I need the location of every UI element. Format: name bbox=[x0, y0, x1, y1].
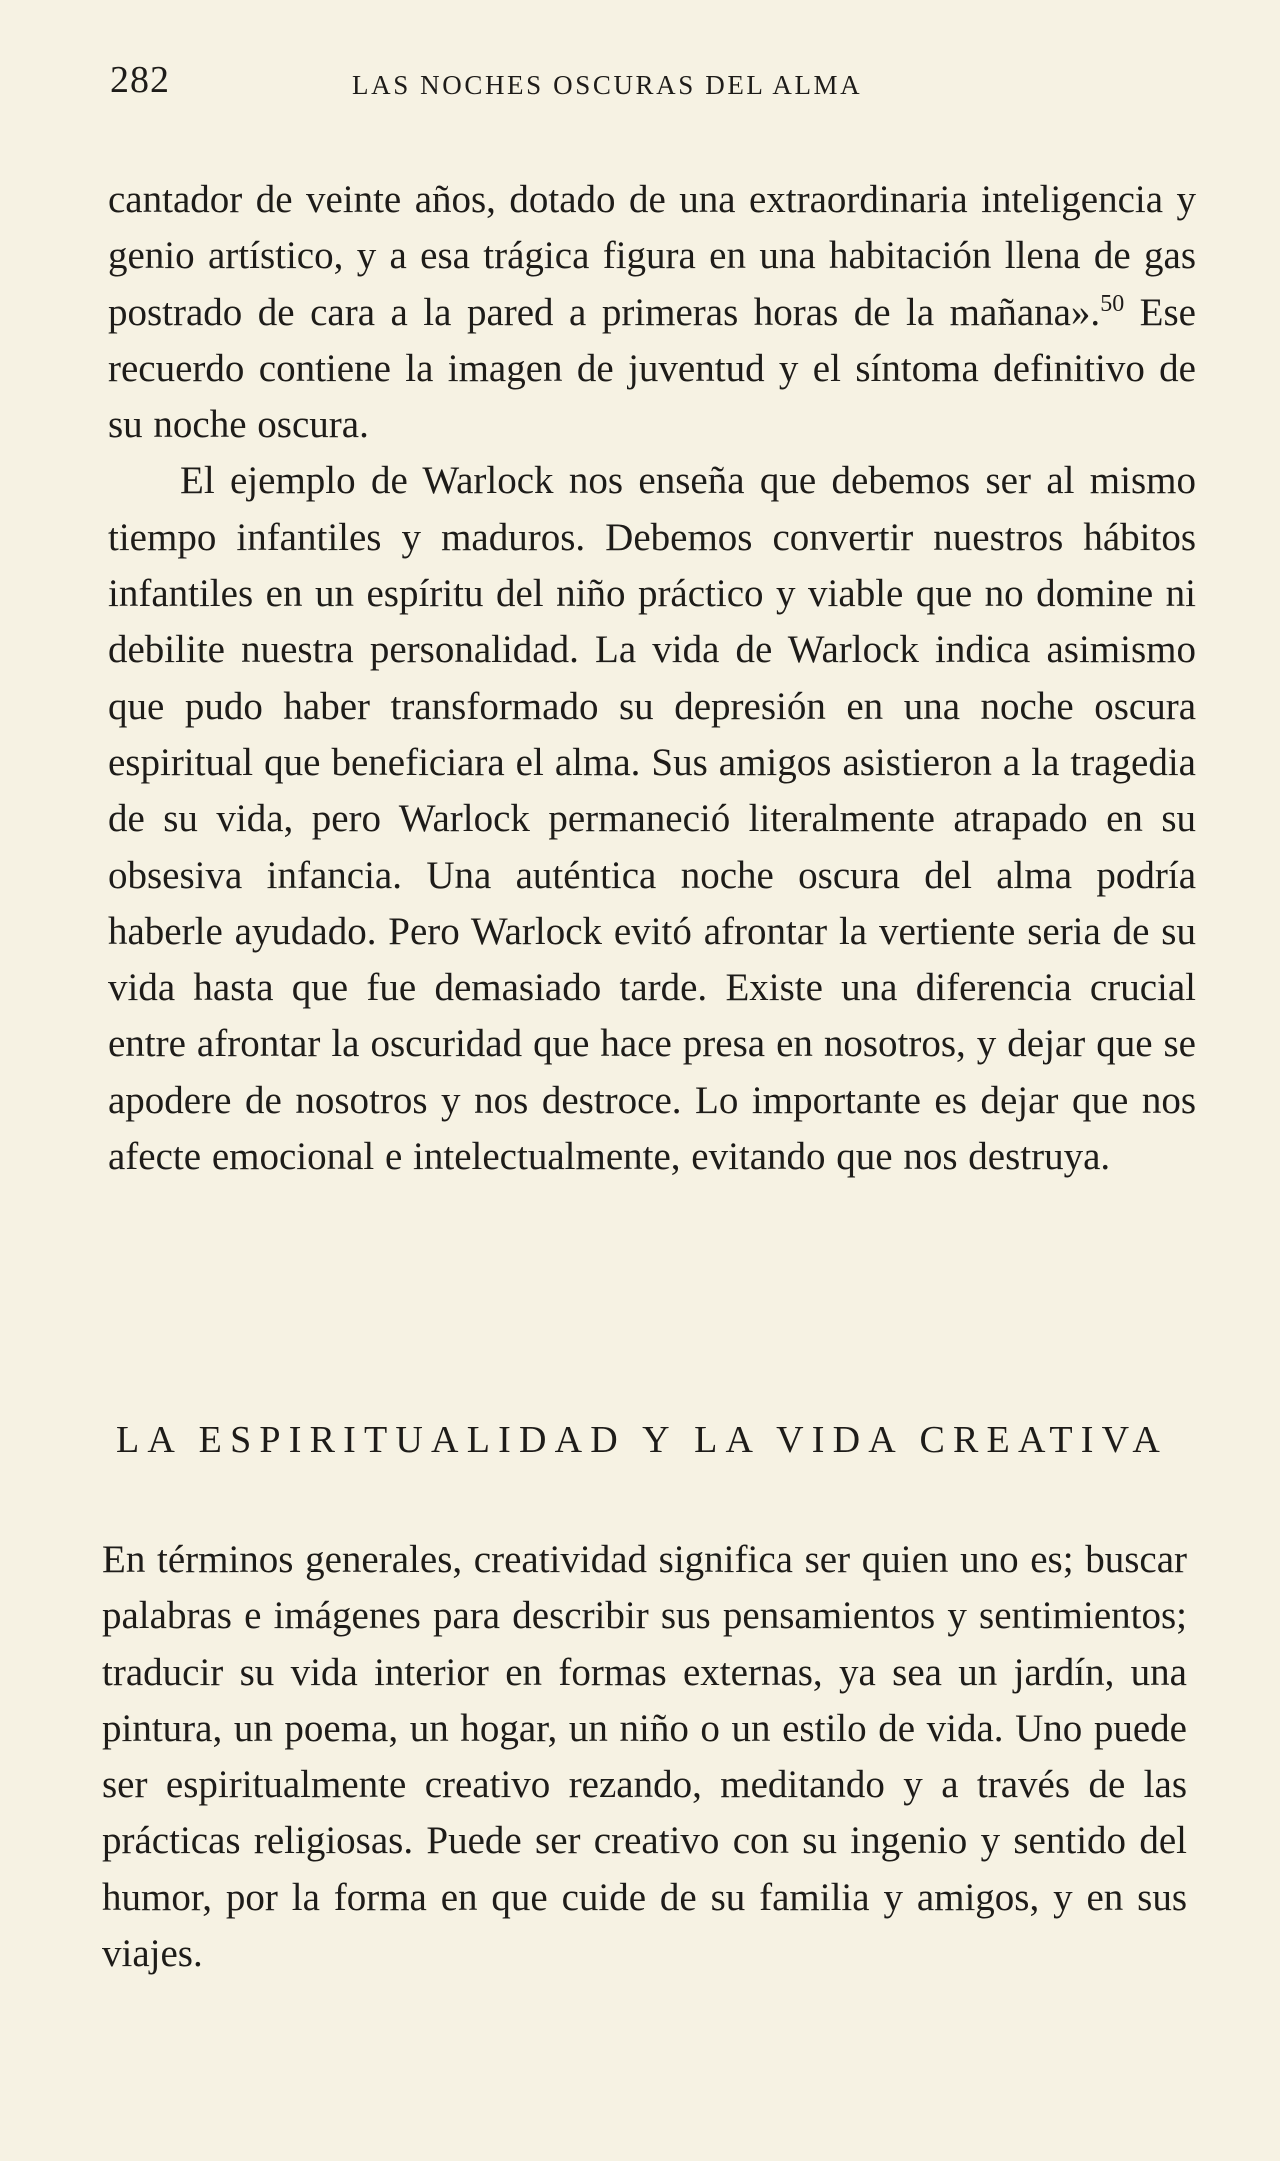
footnote-reference: 50 bbox=[1100, 290, 1125, 317]
continuation-paragraph bbox=[108, 172, 1196, 453]
continuation-text: cantador de veinte años, dotado de una extraordinaria inteligencia y genio artístico, y a esa trágica figura en una habitación llena de gas postrado de cara a la pared a primeras horas de la mañana». bbox=[108, 178, 1196, 334]
paragraph-creativity: En términos generales, creatividad significa ser quien uno es; buscar palabras e imágenes para describir sus pensamientos y sentimientos; traducir su vida interior en formas externas, ya sea un jardín, una pintura, un poema, un hogar, un niño o un estilo de vida. Uno puede ser espiritualmente creativo rezando, meditando y a través de las prácticas religiosas. Puede ser creativo con su ingenio y sentido del humor, por la forma en que cuide de su familia y amigos, y en sus viajes. bbox=[102, 1538, 1187, 1976]
page-number: 282 bbox=[110, 59, 170, 101]
section-heading: LA ESPIRITUALIDAD Y LA VIDA CREATIVA bbox=[116, 1419, 1169, 1461]
body-text bbox=[108, 172, 1196, 1185]
paragraph-warlock: El ejemplo de Warlock nos enseña que debemos ser al mismo tiempo infantiles y maduros. Debemos convertir nuestros hábitos infantiles en un espíritu del niño práctico y viable que no domine ni debilite nuestra personalidad. La vida de Warlock indica asimismo que pudo haber transformado su depresión en una noche oscura espiritual que beneficiara el alma. Sus amigos asistieron a la tragedia de su vida, pero Warlock permaneció literalmente atrapado en su obsesiva infancia. Una auténtica noche oscura del alma podría haberle ayudado. Pero Warlock evitó afrontar la vertiente seria de su vida hasta que fue demasiado tarde. Existe una diferencia crucial entre afrontar la oscuridad que hace presa en nosotros, y dejar que se apodere de nosotros y nos destroce. Lo importante es dejar que nos afecte emocional e intelectualmente, evitando que nos destruya. bbox=[108, 459, 1196, 1179]
running-title: LAS NOCHES OSCURAS DEL ALMA bbox=[352, 70, 863, 100]
section-text bbox=[102, 1532, 1187, 1982]
running-head bbox=[110, 58, 1198, 108]
continuation-text-after: Ese recuerdo contiene la imagen de juventud y el síntoma definitivo de su noche oscura. bbox=[108, 290, 1196, 447]
